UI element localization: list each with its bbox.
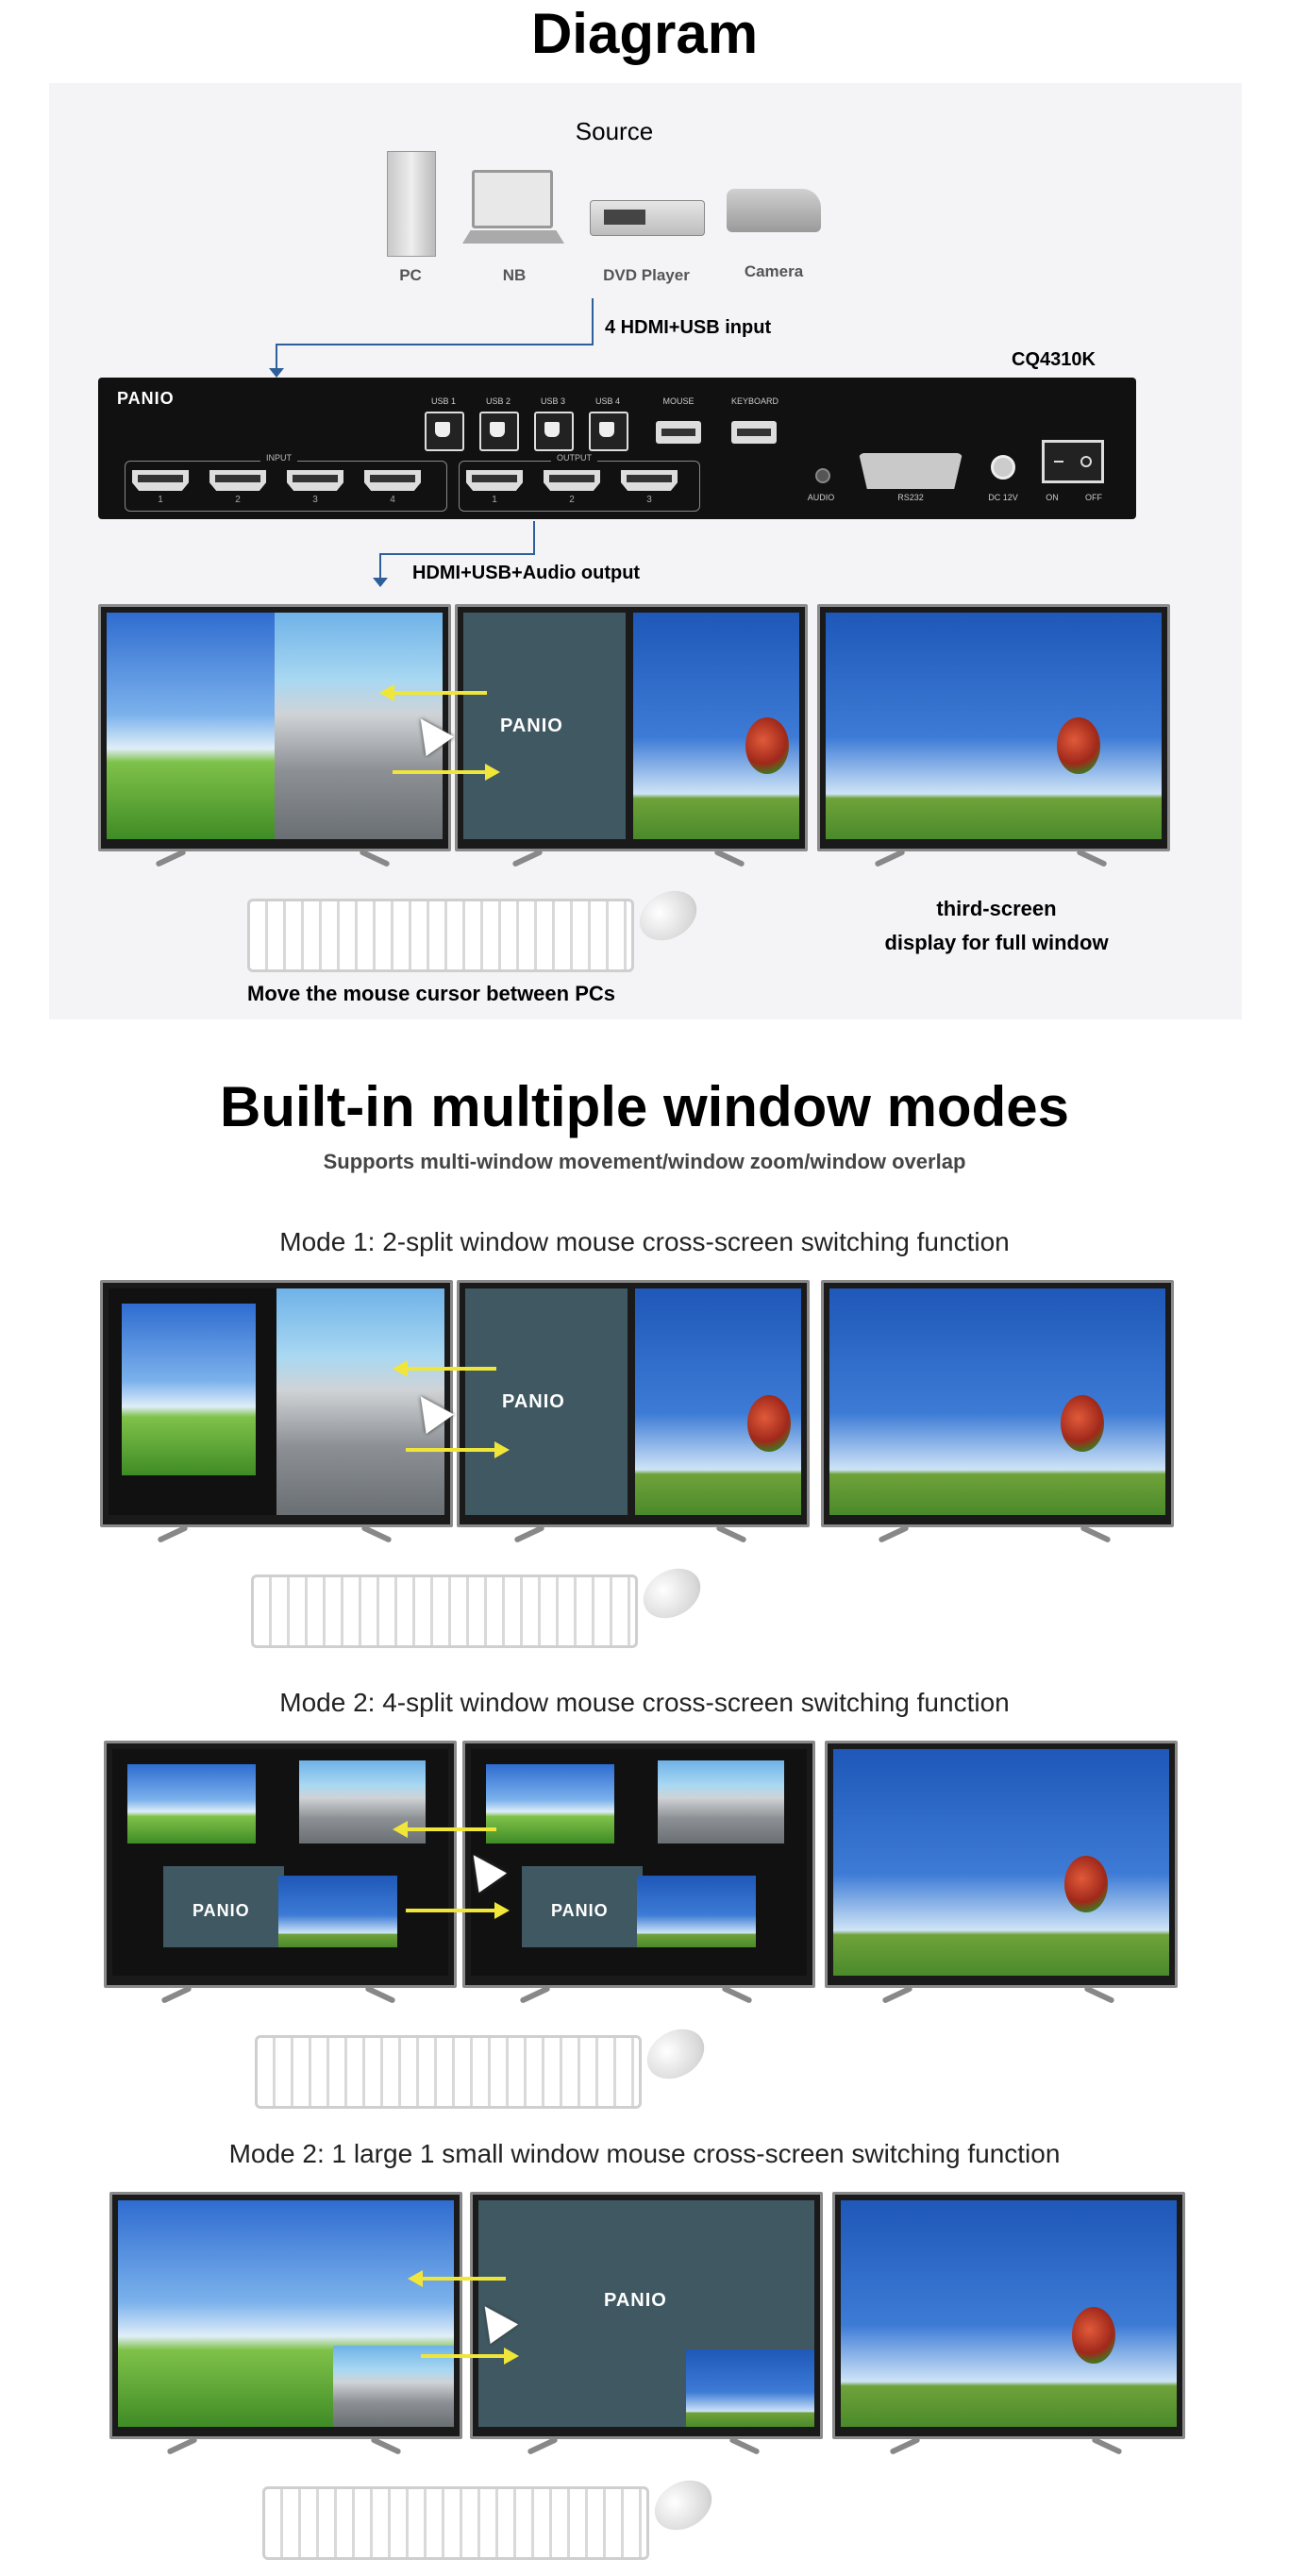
keyboard-image xyxy=(247,899,634,972)
monitor-leg xyxy=(519,1985,550,2004)
monitor-leg xyxy=(878,1524,909,1543)
mode3-mouse-image xyxy=(645,2470,720,2540)
monitor-leg xyxy=(728,2436,760,2455)
rs232-label: RS232 xyxy=(897,493,924,502)
usb2-label: USB 2 xyxy=(485,396,511,406)
monitor-leg xyxy=(721,1985,752,2004)
output-num-3: 3 xyxy=(646,495,652,505)
output-line-horizontal xyxy=(379,553,535,555)
hdmi-output-1 xyxy=(466,470,523,491)
hdmi-input-3 xyxy=(287,470,343,491)
monitor-leg xyxy=(166,2436,197,2455)
usb4-label: USB 4 xyxy=(594,396,620,406)
hdmi-input-2 xyxy=(209,470,266,491)
dc-power-jack xyxy=(991,455,1015,480)
output-num-2: 2 xyxy=(569,495,575,505)
monitor-leg xyxy=(157,1524,188,1543)
mode3-title: Mode 2: 1 large 1 small window mouse cross-screen switching function xyxy=(228,2139,1061,2168)
tree-image xyxy=(1064,1856,1108,1912)
mode1-yellow-arrow-left xyxy=(406,1367,496,1371)
mode3-yellow-arrow-left xyxy=(421,2277,506,2281)
input-line-horizontal xyxy=(276,344,594,345)
mode2-brand-logo-1: PANIO xyxy=(193,1901,250,1920)
monitor-leg xyxy=(1091,2436,1122,2455)
dc-label: DC 12V xyxy=(988,493,1018,502)
usb-b-port-2 xyxy=(479,412,519,451)
monitor-leg xyxy=(360,1524,392,1543)
monitor-leg xyxy=(1080,1524,1111,1543)
mode2-yellow-arrow-right xyxy=(406,1909,496,1912)
modes-title: Built-in multiple window modes xyxy=(220,1075,1069,1138)
monitor-leg xyxy=(527,2436,558,2455)
mode1-monitor-1 xyxy=(100,1280,453,1527)
mode1-keyboard-image xyxy=(251,1574,638,1648)
mode1-mouse-image xyxy=(634,1558,709,1628)
output-label: HDMI+USB+Audio output xyxy=(412,563,641,583)
mode2-mouse-image xyxy=(638,2019,712,2089)
off-label: OFF xyxy=(1085,493,1102,502)
monitor-leg xyxy=(160,1985,192,2004)
tree-image xyxy=(1057,717,1100,774)
device-label-dvd: DVD Player xyxy=(603,266,690,284)
hdmi-input-4 xyxy=(364,470,421,491)
mode3-yellow-arrow-right xyxy=(421,2354,506,2358)
brand-logo: PANIO xyxy=(117,389,175,408)
yellow-arrow-left xyxy=(393,691,487,695)
monitor-leg xyxy=(364,1985,395,2004)
hdmi-input-1 xyxy=(132,470,189,491)
usb-b-port-3 xyxy=(534,412,574,451)
power-switch-off-mark xyxy=(1054,461,1063,463)
tree-image xyxy=(1072,2307,1115,2364)
device-label-pc: PC xyxy=(399,266,422,284)
modes-subtitle: Supports multi-window movement/window zoom/window overlap xyxy=(323,1150,966,1173)
laptop-base xyxy=(462,230,564,244)
mode2-monitor-2 xyxy=(462,1741,815,1988)
input-num-1: 1 xyxy=(158,495,163,505)
rs232-port xyxy=(859,453,963,489)
yellow-arrow-right xyxy=(393,770,487,774)
model-label: CQ4310K xyxy=(1012,349,1096,370)
hdmi-output-3 xyxy=(621,470,678,491)
input-num-3: 3 xyxy=(312,495,318,505)
output-line-down xyxy=(379,553,381,580)
mode1-title: Mode 1: 2-split window mouse cross-screen switching function xyxy=(279,1227,1010,1256)
device-label-camera: Camera xyxy=(744,262,804,280)
mode1-brand-logo: PANIO xyxy=(502,1391,565,1412)
mode3-monitor-1 xyxy=(109,2192,462,2439)
input-num-4: 4 xyxy=(390,495,395,505)
mouse-caption: Move the mouse cursor between PCs xyxy=(247,982,615,1005)
output-arrow-head xyxy=(373,578,388,587)
mode2-title: Mode 2: 4-split window mouse cross-screen switching function xyxy=(279,1688,1010,1717)
usb1-label: USB 1 xyxy=(430,396,456,406)
usb-a-keyboard-port xyxy=(731,421,777,444)
monitor-3-sky-window xyxy=(826,613,1162,839)
input-group-title: INPUT xyxy=(260,453,297,463)
monitor-leg xyxy=(513,1524,544,1543)
mode2-monitor-1 xyxy=(104,1741,457,1988)
monitor-leg xyxy=(889,2436,920,2455)
page-title: Diagram xyxy=(530,2,759,65)
mode1-desktop-window xyxy=(122,1304,256,1475)
monitor-1-desktop-window xyxy=(107,613,278,839)
monitor-leg xyxy=(715,1524,746,1543)
mode3-brand-logo: PANIO xyxy=(604,2290,667,2311)
monitor-leg xyxy=(370,2436,401,2455)
mode1-yellow-arrow-right xyxy=(406,1448,496,1452)
mode2-monitor-3 xyxy=(825,1741,1178,1988)
tree-image xyxy=(745,717,789,774)
monitor-leg xyxy=(1083,1985,1114,2004)
input-arrow-head xyxy=(269,368,284,378)
input-num-2: 2 xyxy=(235,495,241,505)
mode2-yellow-arrow-left xyxy=(406,1827,496,1831)
mouse-port-label: MOUSE xyxy=(662,396,695,406)
usb-b-port-4 xyxy=(589,412,628,451)
output-line-vertical xyxy=(533,521,535,555)
monitor-1 xyxy=(98,604,451,851)
hdmi-output-2 xyxy=(544,470,600,491)
source-label: Source xyxy=(575,117,654,145)
input-label: 4 HDMI+USB input xyxy=(605,317,772,338)
output-group-title: OUTPUT xyxy=(551,453,597,463)
keyboard-port-label: KEYBOARD xyxy=(730,396,778,406)
audio-jack xyxy=(815,468,830,483)
output-num-1: 1 xyxy=(492,495,497,505)
mode2-brand-logo-2: PANIO xyxy=(551,1901,609,1920)
pc-icon xyxy=(387,151,436,257)
power-switch-on-mark xyxy=(1080,456,1092,467)
mode3-keyboard-image xyxy=(262,2486,649,2560)
usb3-label: USB 3 xyxy=(540,396,565,406)
usb-a-mouse-port xyxy=(656,421,701,444)
monitor-2-brand-logo: PANIO xyxy=(500,716,563,736)
power-switch xyxy=(1042,440,1104,483)
mode2-keyboard-image xyxy=(255,2035,642,2109)
usb-b-port-1 xyxy=(425,412,464,451)
dvd-display xyxy=(604,210,645,225)
mode3-monitor-3 xyxy=(832,2192,1185,2439)
monitor-leg xyxy=(881,1985,912,2004)
audio-label: AUDIO xyxy=(807,493,835,502)
input-line-vertical xyxy=(592,298,594,345)
camera-icon xyxy=(727,189,821,232)
mode1-monitor-3 xyxy=(821,1280,1174,1527)
tree-image xyxy=(747,1395,791,1452)
device-label-nb: NB xyxy=(502,266,527,284)
third-screen-caption-line2: display for full window xyxy=(884,931,1109,954)
input-line-down xyxy=(276,344,277,370)
mode3-monitor-2 xyxy=(470,2192,823,2439)
on-label: ON xyxy=(1046,493,1059,502)
laptop-icon xyxy=(472,170,553,228)
tree-image xyxy=(1061,1395,1104,1452)
monitor-3 xyxy=(817,604,1170,851)
third-screen-caption-line1: third-screen xyxy=(936,897,1057,920)
